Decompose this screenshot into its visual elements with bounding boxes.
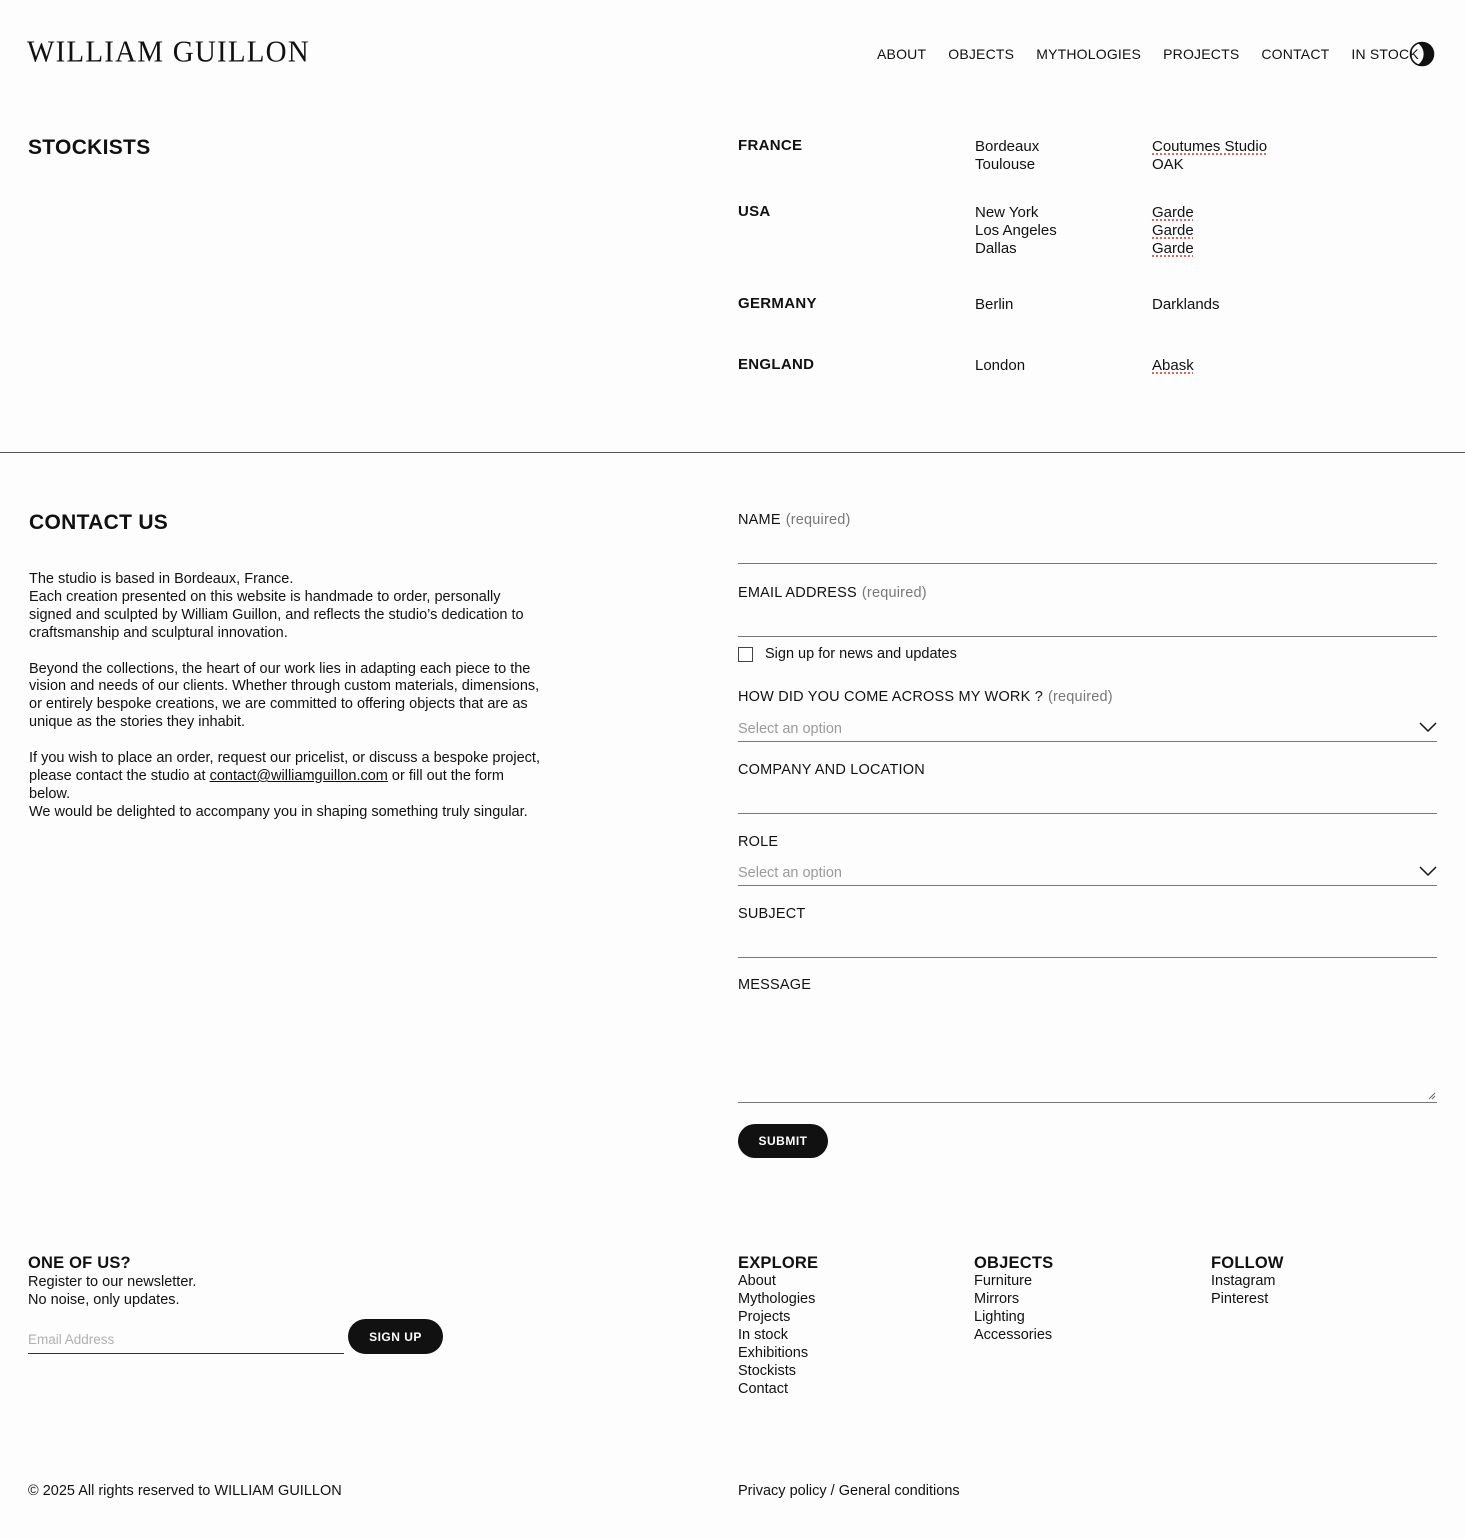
contact-text-line: If you wish to place an order, request our pricelist, or discuss a bespoke project, please contact the studio at	[29, 750, 540, 784]
newsletter-checkbox-row[interactable]	[738, 646, 957, 662]
contact-text-line: The studio is based in Bordeaux, France.	[29, 571, 294, 587]
half-moon-icon[interactable]	[1409, 41, 1435, 67]
contact-text-line: or fill out the form below.	[29, 767, 504, 802]
footer-column-title: FOLLOW	[1211, 1254, 1284, 1272]
main-nav	[877, 46, 1441, 62]
site-logo[interactable]: WILLIAM GUILLON	[27, 35, 310, 69]
store-link[interactable]: OAK	[1152, 156, 1184, 173]
how-select[interactable]	[738, 689, 1437, 742]
legal-links	[738, 1483, 960, 1499]
role-select[interactable]	[738, 834, 1437, 886]
required-hint: (required)	[861, 585, 927, 601]
footer-link[interactable]: Instagram	[1211, 1273, 1276, 1289]
how-select-value: Select an option	[738, 721, 842, 737]
nav-projects[interactable]: PROJECTS	[1163, 46, 1240, 62]
city: Toulouse	[975, 156, 1036, 173]
email-label: EMAIL ADDRESS (required)	[738, 585, 927, 601]
copyright: © 2025 All rights reserved to WILLIAM GUILLON	[28, 1483, 342, 1499]
city-list	[975, 138, 1039, 174]
role-label: ROLE	[738, 834, 779, 850]
nav-objects[interactable]: OBJECTS	[948, 46, 1015, 62]
city: Berlin	[975, 296, 1014, 313]
footer-link[interactable]: In stock	[738, 1327, 788, 1343]
required-hint: (required)	[1047, 689, 1113, 705]
city: Dallas	[975, 240, 1017, 257]
required-hint: (required)	[785, 512, 851, 528]
newsletter-checkbox[interactable]	[738, 647, 753, 662]
message-label: MESSAGE	[738, 977, 812, 993]
city: Los Angeles	[975, 222, 1057, 239]
name-field[interactable]	[738, 512, 1437, 564]
chevron-down-icon	[1419, 865, 1437, 877]
footer-link[interactable]: Mythologies	[738, 1291, 816, 1307]
sign-up-button[interactable]: SIGN UP	[348, 1319, 443, 1354]
newsletter-title: ONE OF US?	[28, 1254, 131, 1272]
city: Bordeaux	[975, 138, 1040, 155]
legal-separator: /	[826, 1483, 839, 1499]
footer-link[interactable]: Accessories	[974, 1327, 1053, 1343]
country-name: GERMANY	[738, 295, 817, 312]
message-field[interactable]	[738, 977, 1437, 1103]
subject-field[interactable]	[738, 906, 1437, 958]
name-label: NAME (required)	[738, 512, 851, 528]
footer-link[interactable]: Mirrors	[974, 1291, 1020, 1307]
company-field[interactable]	[738, 762, 1437, 814]
contact-text-line: We would be delighted to accompany you in shaping something truly singular.	[29, 803, 528, 820]
nav-about[interactable]: ABOUT	[877, 46, 927, 62]
store-list	[1152, 357, 1194, 375]
store-list	[1152, 204, 1194, 258]
store-link[interactable]: Garde	[1152, 240, 1194, 257]
section-divider	[0, 452, 1465, 453]
stockists-title: STOCKISTS	[28, 136, 151, 159]
store-link[interactable]: Garde	[1152, 222, 1194, 239]
company-label: COMPANY AND LOCATION	[738, 762, 925, 778]
store-link[interactable]: Garde	[1152, 204, 1194, 221]
newsletter-line: No noise, only updates.	[28, 1292, 180, 1308]
nav-mythologies[interactable]: MYTHOLOGIES	[1036, 46, 1142, 62]
store-link[interactable]: Abask	[1152, 357, 1194, 374]
country-name: USA	[738, 203, 771, 220]
footer-objects-column	[974, 1254, 1053, 1344]
footer-link[interactable]: Exhibitions	[738, 1345, 809, 1361]
footer-follow-column	[1211, 1254, 1284, 1308]
newsletter-checkbox-label: Sign up for news and updates	[765, 646, 957, 662]
store-link[interactable]: Coutumes Studio	[1152, 138, 1268, 155]
subject-label: SUBJECT	[738, 906, 806, 922]
resize-grip-icon[interactable]	[1428, 1092, 1436, 1100]
how-label: HOW DID YOU COME ACROSS MY WORK ? (required)	[738, 689, 1113, 705]
email-field[interactable]	[738, 585, 1437, 637]
footer-link[interactable]: Projects	[738, 1309, 791, 1325]
city-list	[975, 204, 1057, 258]
city: London	[975, 357, 1026, 374]
contact-description	[29, 571, 544, 840]
newsletter-line: Register to our newsletter.	[28, 1274, 197, 1290]
footer-link[interactable]: Pinterest	[1211, 1291, 1269, 1307]
nav-in-stock[interactable]: IN STOCK	[1351, 46, 1419, 62]
country-name: ENGLAND	[738, 356, 815, 373]
submit-button[interactable]: SUBMIT	[738, 1124, 828, 1158]
contact-email-link[interactable]: contact@williamguillon.com	[209, 767, 388, 784]
role-select-value: Select an option	[738, 865, 842, 881]
contact-text-line: Each creation presented on this website is handmade to order, personally signed and sculpted by William Guillon, and reflects the studio’s dedication to craftsmanship and sculptural innovation.	[29, 588, 524, 641]
nav-contact[interactable]: CONTACT	[1261, 46, 1330, 62]
footer-column-title: EXPLORE	[738, 1254, 819, 1272]
city-list	[975, 357, 1025, 375]
footer-link[interactable]: Contact	[738, 1381, 788, 1397]
city: New York	[975, 204, 1039, 221]
store-link[interactable]: Darklands	[1152, 296, 1220, 313]
contact-title: CONTACT US	[29, 511, 169, 534]
footer-link[interactable]: Lighting	[974, 1309, 1025, 1325]
store-list	[1152, 138, 1267, 174]
footer-link[interactable]: Stockists	[738, 1363, 797, 1379]
footer-link[interactable]: About	[738, 1273, 776, 1289]
newsletter-email-input[interactable]	[28, 1326, 344, 1354]
store-list	[1152, 296, 1220, 314]
chevron-down-icon	[1419, 721, 1437, 733]
contact-text-paragraph: Beyond the collections, the heart of our work lies in adapting each piece to the vision and needs of our clients. Whether through custom materials, dimensions, or entirely bespoke creations, we are committed to offering objects that are as unique as the stories they inhabit.	[29, 660, 540, 731]
footer-explore-column	[738, 1254, 818, 1398]
footer-link[interactable]: Furniture	[974, 1273, 1033, 1289]
footer-column-title: OBJECTS	[974, 1254, 1054, 1272]
country-name: FRANCE	[738, 137, 803, 154]
privacy-policy-link[interactable]: Privacy policy	[738, 1483, 827, 1499]
city-list	[975, 296, 1013, 314]
newsletter-description	[28, 1273, 196, 1309]
general-conditions-link[interactable]: General conditions	[838, 1483, 960, 1499]
